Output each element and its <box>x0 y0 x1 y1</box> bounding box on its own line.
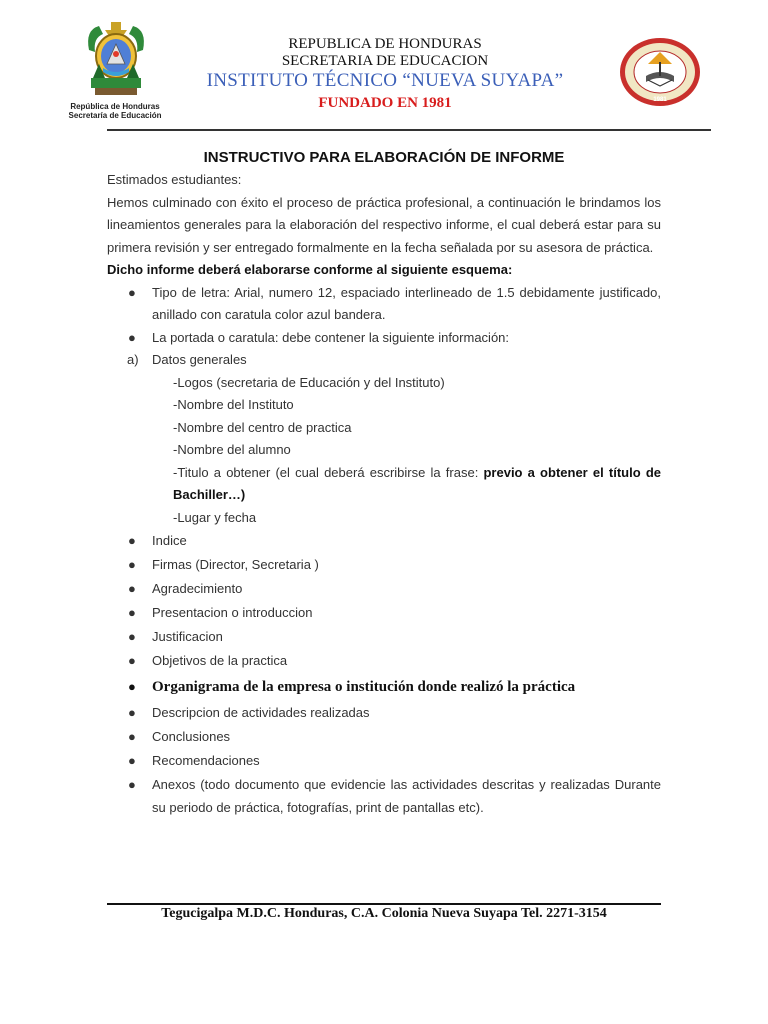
honduras-coat-of-arms-icon <box>85 20 147 100</box>
sub-item-student-name: -Nombre del alumno <box>173 442 291 457</box>
institute-seal-icon <box>618 36 702 108</box>
footer-divider <box>107 903 661 905</box>
header-divider <box>107 129 711 131</box>
bullet-icon: ● <box>128 679 136 694</box>
list-item-font <box>107 282 661 327</box>
left-logo-caption-line1: República de Honduras <box>70 102 160 111</box>
document-header <box>0 0 768 135</box>
right-logo <box>618 36 702 108</box>
intro-paragraph: Hemos culminado con éxito el proceso de práctica profesional, a continuación le brindamos los lineamientos generales para la elaboración del respectivo informe, el cual deberá estar para su primera revisión y ser entregado formalmente en la fecha señalada por su asesora de práctica. <box>107 194 661 255</box>
list-item-text: Justificacion <box>152 629 223 644</box>
bullet-icon: ● <box>128 705 136 720</box>
sub-item-institute-name: -Nombre del Instituto <box>173 397 294 412</box>
list-item-text: Organigrama de la empresa o institución donde realizó la práctica <box>152 679 576 695</box>
list-item-text: Conclusiones <box>152 729 231 744</box>
sub-item-place-date: -Lugar y fecha <box>173 509 257 525</box>
sub-item-title <box>107 462 661 507</box>
list-item-text: Presentacion o introduccion <box>152 605 313 620</box>
bullet-icon: ● <box>128 653 136 668</box>
left-logo <box>60 20 170 125</box>
bullet-icon: ● <box>128 581 136 596</box>
svg-text:1981: 1981 <box>653 97 667 103</box>
bullet-icon: ● <box>128 284 136 300</box>
list-item-text: Agradecimiento <box>152 581 243 596</box>
greeting: Estimados estudiantes: <box>107 172 242 187</box>
bullet-icon: ● <box>128 329 136 345</box>
header-line-secretaria: SECRETARIA DE EDUCACION <box>281 53 489 69</box>
header-line-republic: REPUBLICA DE HONDURAS <box>288 36 482 52</box>
bullet-icon: ● <box>128 753 136 768</box>
list-item-text: Objetivos de la practica <box>152 653 288 668</box>
list-item-text: Anexos (todo documento que evidencie las actividades descritas y realizadas Durante su periodo de práctica, fotografías, print de pantallas etc). <box>152 777 661 815</box>
list-item-text: Indice <box>152 533 187 548</box>
list-item-general-data <box>107 349 661 372</box>
list-item <box>107 601 661 625</box>
list-item <box>107 649 661 673</box>
list-item-anexos <box>107 773 661 819</box>
footer-address: Tegucigalpa M.D.C. Honduras, C.A. Colonia Nueva Suyapa Tel. 2271-3154 <box>161 906 607 921</box>
list-item-text: Recomendaciones <box>152 753 260 768</box>
header-title-block <box>180 36 590 115</box>
left-logo-caption-line2: Secretaría de Educación <box>68 111 162 120</box>
list-item-text: Tipo de letra: Arial, numero 12, espaciado interlineado de 1.5 debidamente justificado, anillado con caratula color azul bandera. <box>152 284 661 322</box>
sub-item-title-prefix: -Titulo a obtener (el cual deberá escribirse la frase: <box>173 464 484 480</box>
list-item <box>107 553 661 577</box>
list-item-text: Firmas (Director, Secretaria ) <box>152 557 319 572</box>
sub-item-center-name: -Nombre del centro de practica <box>173 419 352 435</box>
header-line-founded: FUNDADO EN 1981 <box>318 95 452 111</box>
list-item <box>107 577 661 601</box>
scheme-heading: Dicho informe deberá elaborarse conforme al siguiente esquema: <box>107 262 513 277</box>
list-item <box>107 725 661 749</box>
list-item <box>107 749 661 773</box>
header-line-institute: INSTITUTO TÉCNICO “NUEVA SUYAPA” <box>206 70 564 91</box>
list-item-organigrama <box>107 673 661 701</box>
list-item-text: La portada o caratula: debe contener la siguiente información: <box>152 329 510 345</box>
list-item <box>107 701 661 725</box>
list-item-text: Descripcion de actividades realizadas <box>152 705 370 720</box>
bullet-icon: ● <box>128 729 136 744</box>
bullet-icon: ● <box>128 533 136 548</box>
bullet-icon: ● <box>128 777 136 792</box>
sub-item-title-bold: previo a obtener el título de Bachiller…) <box>173 464 662 502</box>
list-marker: a) <box>127 352 139 367</box>
list-item-cover <box>107 327 661 350</box>
bullet-icon: ● <box>128 605 136 620</box>
list-item-text: Datos generales <box>152 352 247 367</box>
sub-item-logos: -Logos (secretaria de Educación y del Instituto) <box>173 374 445 390</box>
bullet-icon: ● <box>128 629 136 644</box>
list-item <box>107 625 661 649</box>
bullet-icon: ● <box>128 557 136 572</box>
document-title: INSTRUCTIVO PARA ELABORACIÓN DE INFORME <box>203 149 565 166</box>
document-body <box>107 147 661 819</box>
list-item <box>107 529 661 553</box>
